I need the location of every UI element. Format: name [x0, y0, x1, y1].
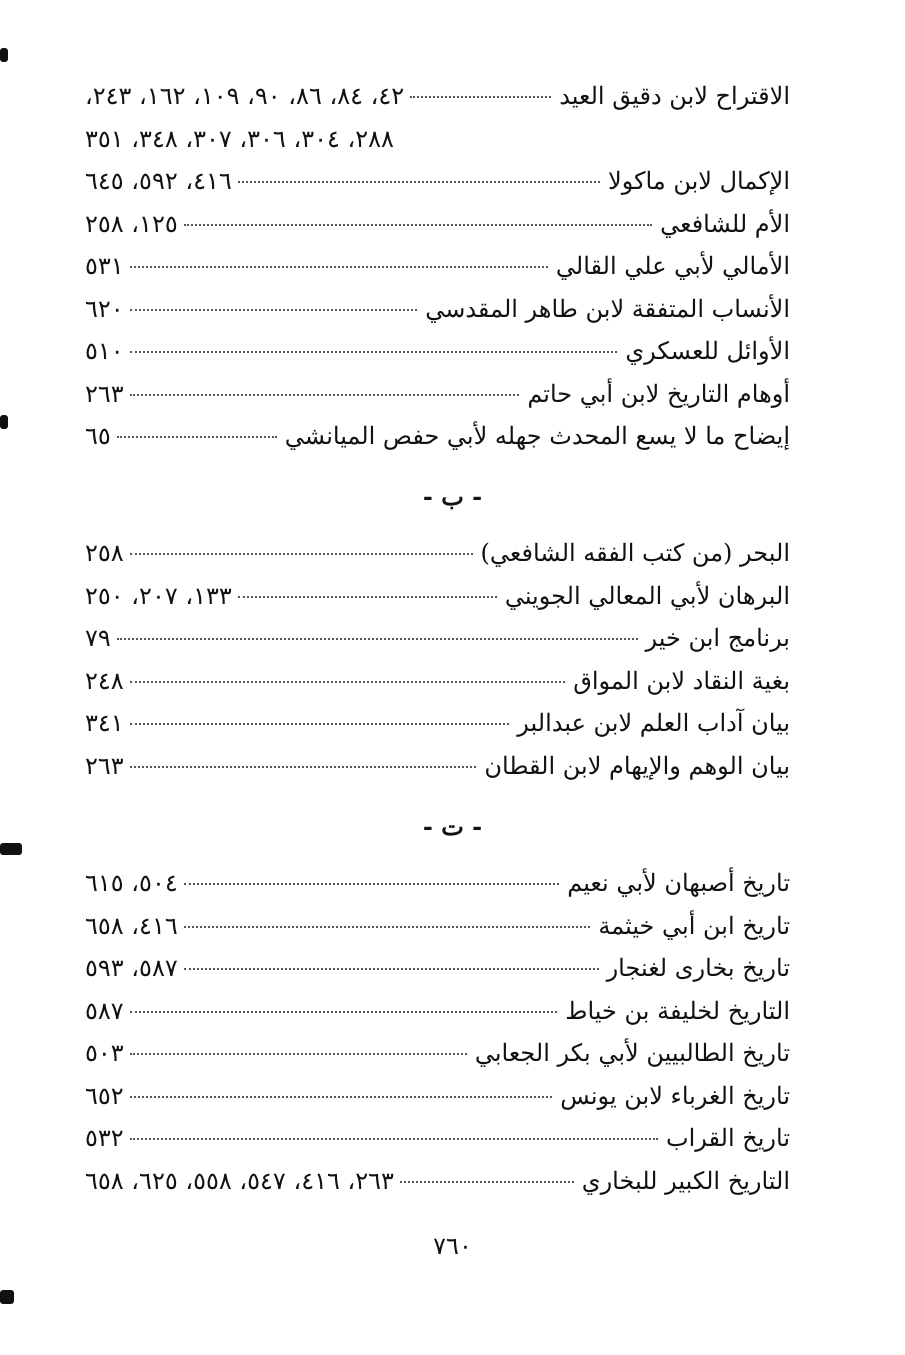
leader-dots [130, 1011, 558, 1013]
index-entry [85, 330, 790, 373]
entry-title: تاريخ القراب [665, 1124, 790, 1152]
index-entry [85, 990, 790, 1033]
entry-pages: ١٢٥، ٢٥٨ [85, 209, 178, 238]
leader-dots [117, 436, 277, 438]
entry-pages: ٧٩ [85, 624, 111, 652]
entry-title: تاريخ ابن أبي خيثمة [598, 911, 790, 940]
index-entry [85, 373, 790, 416]
index-entry [85, 1117, 790, 1160]
index-entry [85, 575, 790, 618]
scan-mark [0, 48, 8, 62]
entry-title: الاقتراح لابن دقيق العيد [559, 82, 790, 110]
index-entry [85, 745, 790, 788]
entry-pages: ٦٥ [85, 422, 111, 450]
entry-pages: ٢٦٣ [85, 751, 124, 780]
index-section-ta [85, 862, 790, 1202]
page-number: ٧٦٠ [433, 1232, 472, 1260]
leader-dots [184, 883, 560, 885]
leader-dots [117, 638, 638, 640]
entry-title: إيضاح ما لا يسع المحدث جهله لأبي حفص الميانشي [284, 422, 790, 450]
leader-dots [130, 553, 473, 555]
entry-title: بيان الوهم والإيهام لابن القطان [484, 751, 790, 780]
leader-dots [184, 968, 599, 970]
entry-title: بغية النقاد لابن المواق [573, 666, 790, 695]
leader-dots [184, 926, 591, 928]
scan-mark [0, 1290, 14, 1304]
leader-dots [130, 266, 548, 268]
entry-title: الأوائل للعسكري [625, 337, 790, 365]
leader-dots [130, 309, 418, 311]
index-entry [85, 617, 790, 660]
leader-dots [400, 1181, 574, 1183]
leader-dots [184, 224, 652, 226]
leader-dots [130, 681, 566, 683]
index-entry [85, 160, 790, 203]
entry-pages-continuation [85, 118, 790, 161]
entry-pages: ٥٨٧ [85, 996, 124, 1025]
index-entry [85, 415, 790, 458]
entry-pages: ٣٤١ [85, 709, 124, 737]
entry-pages: ٥٠٤، ٦١٥ [85, 869, 178, 897]
index-entry [85, 245, 790, 288]
index-section-ba [85, 532, 790, 787]
leader-dots [130, 1138, 658, 1140]
entry-title: الإكمال لابن ماكولا [608, 167, 790, 195]
index-entry [85, 660, 790, 703]
entry-pages: ٤٢، ٨٤، ٨٦، ٩٠، ١٠٩، ١٦٢، ٢٤٣، [85, 82, 405, 110]
index-entry [85, 862, 790, 905]
entry-title: برنامج ابن خير [645, 624, 790, 652]
index-section-alif [85, 75, 790, 458]
leader-dots [130, 723, 510, 725]
entry-pages: ٤١٦، ٥٩٢، ٦٤٥ [85, 167, 232, 195]
entry-pages: ٢٥٨ [85, 539, 124, 567]
index-entry [85, 947, 790, 990]
index-entry [85, 288, 790, 331]
entry-title: تاريخ بخارى لغنجار [606, 954, 790, 982]
leader-dots [238, 181, 600, 183]
entry-pages: ٥١٠ [85, 337, 124, 365]
leader-dots [130, 766, 477, 768]
entry-pages: ٢٤٨ [85, 666, 124, 695]
entry-title: الأنساب المتفقة لابن طاهر المقدسي [425, 294, 790, 323]
letter-heading-ba: - ب - [422, 482, 483, 511]
entry-pages: ٥٣٢ [85, 1124, 124, 1152]
leader-dots [130, 1053, 467, 1055]
entry-pages: ٤١٦، ٦٥٨ [85, 911, 178, 940]
entry-pages: ٦٢٠ [85, 294, 124, 323]
index-entry [85, 75, 790, 118]
entry-title: الأم للشافعي [660, 209, 790, 238]
entry-title: التاريخ لخليفة بن خياط [565, 996, 790, 1025]
index-entry [85, 905, 790, 948]
entry-title: تاريخ أصبهان لأبي نعيم [567, 869, 790, 897]
index-entry [85, 203, 790, 246]
entry-title: البحر (من كتب الفقه الشافعي) [480, 539, 790, 567]
entry-pages: ٦٥٢ [85, 1081, 124, 1110]
entry-pages: ٥٠٣ [85, 1039, 124, 1067]
index-entry [85, 1160, 790, 1203]
entry-pages: ٥٨٧، ٥٩٣ [85, 954, 178, 982]
entry-title: التاريخ الكبير للبخاري [581, 1166, 790, 1195]
entry-pages-continued: ٢٨٨، ٣٠٤، ٣٠٦، ٣٠٧، ٣٤٨، ٣٥١ [85, 124, 394, 153]
leader-dots [130, 351, 618, 353]
entry-title: تاريخ الغرباء لابن يونس [560, 1081, 790, 1110]
entry-pages: ٢٦٣، ٤١٦، ٥٤٧، ٥٥٨، ٦٢٥، ٦٥٨ [85, 1166, 394, 1195]
entry-title: الأمالي لأبي علي القالي [555, 252, 790, 280]
entry-title: أوهام التاريخ لابن أبي حاتم [527, 379, 790, 408]
index-entry [85, 1075, 790, 1118]
entry-pages: ٥٣١ [85, 252, 124, 280]
entry-pages: ١٣٣، ٢٠٧، ٢٥٠ [85, 581, 232, 610]
entry-title: بيان آداب العلم لابن عبدالبر [517, 709, 790, 737]
leader-dots [410, 96, 551, 98]
index-entry [85, 1032, 790, 1075]
letter-heading-ta: - ت - [422, 812, 483, 841]
index-entry [85, 532, 790, 575]
entry-pages: ٢٦٣ [85, 379, 124, 408]
leader-dots [238, 596, 497, 598]
leader-dots [130, 1096, 553, 1098]
entry-title: تاريخ الطالبيين لأبي بكر الجعابي [474, 1039, 790, 1067]
index-entry [85, 702, 790, 745]
scan-mark [0, 415, 8, 429]
scan-mark [0, 843, 22, 855]
leader-dots [130, 394, 520, 396]
entry-title: البرهان لأبي المعالي الجويني [504, 581, 790, 610]
